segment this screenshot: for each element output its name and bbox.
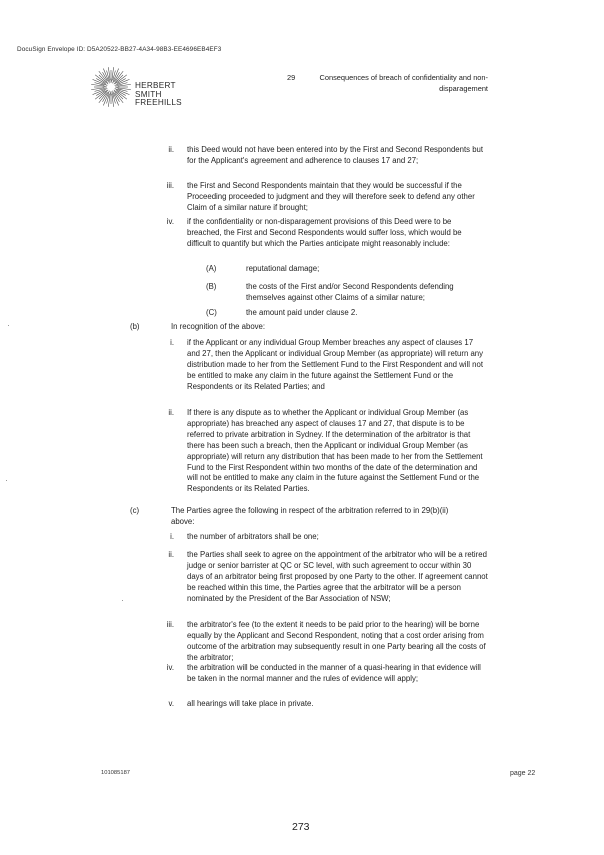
clause-text: the number of arbitrators shall be one; <box>187 532 319 541</box>
clause-text: the arbitrator's fee (to the extent it needs to be paid prior to the hearing) will be borne equally by the Applicant and Second Respondent, noting that a cost order arising from outcome of the arbitration may subsequently result in one Party bearing all the costs of the arbitrator; <box>187 620 486 662</box>
clause-label: iii. <box>166 620 174 629</box>
subclause-label: (A) <box>206 264 217 273</box>
paragraph-text: The Parties agree the following in respect of the arbitration referred to in 29(b)(ii) above: <box>171 506 449 526</box>
section-title: Consequences of breach of confidentiality and non-disparagement <box>319 73 488 93</box>
firm-name-line: SMITH <box>135 89 162 99</box>
clause-label: iv. <box>166 663 174 672</box>
clause-label: iii. <box>166 181 174 190</box>
clause-label: i. <box>170 532 174 541</box>
page-number: 273 <box>292 821 310 833</box>
page-label: page 22 <box>510 770 536 777</box>
document-reference: 101085187 <box>101 770 131 776</box>
firm-logo <box>90 66 132 108</box>
clause-text: If there is any dispute as to whether the Applicant or individual Group Member (as appropriate) has breached any aspect of clauses 17 and 27, that dispute is to be referred to private arbitration in Sydney. If the determination of the arbitrator is that there has been such a breach, then the Applicant or individual Group Member (as appropriate) will return any distribution that has been made to her from the Settlement Fund to the First Respondent within two months of the date of the determination and will not be entitled to make any claim in the future against the Settlement Fund or the Respondents or its Related Parties. <box>187 408 483 494</box>
firm-name-line: FREEHILLS <box>135 98 182 108</box>
clause-text: the First and Second Respondents maintain that they would be successful if the Proceeding proceeded to judgment and they will therefore seek to defend any other Claim of a similar nature if brought; <box>187 181 475 212</box>
scan-speck <box>122 600 123 601</box>
subclause-label: (C) <box>206 308 217 317</box>
clause-label: i. <box>170 338 174 347</box>
clause-label: ii. <box>168 408 174 417</box>
clause-text: the arbitration will be conducted in the manner of a quasi-hearing in that evidence will be taken in the normal manner and the rules of evidence will apply; <box>187 663 481 683</box>
subclause-text: reputational damage; <box>246 264 320 273</box>
paragraph-label: (c) <box>130 506 140 515</box>
firm-name-line: HERBERT <box>135 81 176 90</box>
scan-speck <box>6 480 7 481</box>
subclause-label: (B) <box>206 282 217 291</box>
firm-name <box>135 82 182 108</box>
clause-label: v. <box>168 699 174 708</box>
clause-label: ii. <box>168 145 174 154</box>
scan-speck <box>8 325 9 326</box>
docusign-envelope-id: DocuSign Envelope ID: D5A20522-BB27-4A34-98B3-EE4696EB4EF3 <box>17 46 222 53</box>
section-number: 29 <box>287 73 296 82</box>
clause-label: ii. <box>168 550 174 559</box>
paragraph-label: (b) <box>130 322 140 331</box>
clause-text: if the Applicant or any individual Group Member breaches any aspect of clauses 17 and 27, then the Applicant or individual Group Member (as appropriate) will return any distribution made to her from the Settlement Fund to the First Respondent and will not be entitled to make any claim in the future against the Settlement Fund or the Respondents or its Related Parties; and <box>187 338 484 391</box>
clause-text: the Parties shall seek to agree on the appointment of the arbitrator who will be a retired judge or senior barrister at QC or SC level, with such agreement to occur within 30 days of an arbitrator being first proposed by one Party to the other. If agreement cannot be reached within this time, the Parties agree that the arbitrator will be a person nominated by the President of the Bar Association of NSW; <box>187 550 488 603</box>
clause-text: if the confidentiality or non-disparagement provisions of this Deed were to be breached, the First and Second Respondents would suffer loss, which would be difficult to quantify but which the Parties anticipate might reasonably include: <box>187 217 462 248</box>
subclause-text: the costs of the First and/or Second Respondents defending themselves against other Claims of a similar nature; <box>246 282 454 302</box>
clause-label: iv. <box>166 217 174 226</box>
subclause-text: the amount paid under clause 2. <box>246 308 358 317</box>
paragraph-text: In recognition of the above: <box>171 322 266 331</box>
clause-text: all hearings will take place in private. <box>187 699 314 708</box>
clause-text: this Deed would not have been entered into by the First and Second Respondents but for the Applicant's agreement and adherence to clauses 17 and 27; <box>187 145 484 165</box>
